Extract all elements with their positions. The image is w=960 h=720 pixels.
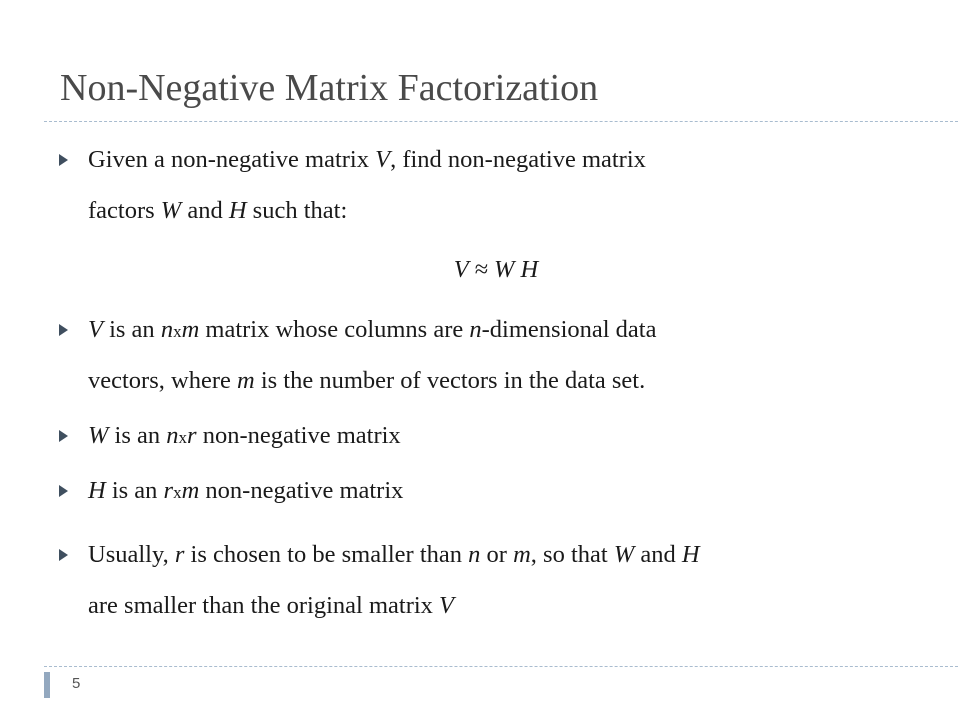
- text-segment: and: [634, 541, 682, 568]
- bullet-text-line: [88, 366, 645, 396]
- text-segment: Usually,: [88, 541, 175, 568]
- text-segment: non-negative matrix: [196, 422, 401, 449]
- math-variable: H: [228, 197, 247, 224]
- text-segment: are smaller than the original matrix: [88, 592, 440, 619]
- math-variable: n: [469, 316, 482, 343]
- text-segment: or: [480, 541, 514, 568]
- math-variable: W: [613, 541, 635, 568]
- math-variable: H: [88, 477, 106, 504]
- math-variable: n: [160, 316, 174, 343]
- text-segment: is an: [108, 422, 167, 449]
- page-number: 5: [72, 675, 81, 692]
- math-variable: m: [236, 367, 255, 394]
- text-segment: x: [178, 428, 188, 447]
- footer-divider: [44, 666, 960, 667]
- math-variable: n: [468, 541, 481, 568]
- math-variable: V: [375, 146, 391, 173]
- text-segment: factors: [88, 197, 161, 224]
- slide-title: Non-Negative Matrix Factorization: [60, 67, 599, 109]
- text-segment: is chosen to be smaller than: [184, 541, 469, 568]
- bullet-text-line: [88, 196, 347, 226]
- text-segment: Given a non-negative matrix: [88, 146, 376, 173]
- bullet-text-line: [88, 591, 454, 621]
- bullet-marker-icon: [59, 430, 68, 442]
- text-segment: matrix whose columns are: [199, 316, 470, 343]
- math-variable: V: [88, 316, 103, 343]
- footer-accent-bar: [44, 672, 50, 698]
- math-variable: r: [163, 477, 174, 504]
- text-segment: , so that: [530, 541, 614, 568]
- math-variable: m: [513, 541, 531, 568]
- bullet-text-line: [88, 315, 657, 347]
- text-segment: is an: [105, 477, 164, 504]
- math-variable: W: [160, 197, 182, 224]
- text-segment: x: [173, 322, 182, 341]
- bullet-marker-icon: [59, 549, 68, 561]
- text-segment: -dimensional data: [481, 316, 657, 343]
- math-variable: W: [88, 422, 109, 449]
- text-segment: x: [173, 483, 182, 502]
- bullet-text-line: [88, 145, 646, 175]
- bullet-marker-icon: [59, 485, 68, 497]
- math-variable: r: [187, 422, 197, 449]
- text-segment: is the number of vectors in the data set.: [254, 367, 646, 394]
- text-segment: such that:: [246, 197, 348, 224]
- bullet-text-line: [88, 476, 403, 508]
- math-variable: m: [181, 316, 200, 343]
- math-variable: r: [174, 541, 185, 568]
- text-segment: , find non-negative matrix: [390, 146, 646, 173]
- bullet-marker-icon: [59, 324, 68, 336]
- math-variable: H: [681, 541, 700, 568]
- math-variable: V: [439, 592, 455, 619]
- equation: V ≈ W H: [453, 256, 539, 283]
- text-segment: and: [181, 197, 229, 224]
- text-segment: vectors, where: [88, 367, 237, 394]
- text-segment: non-negative matrix: [199, 477, 404, 504]
- bullet-text-line: [88, 540, 700, 570]
- math-variable: m: [181, 477, 200, 504]
- text-segment: is an: [102, 316, 161, 343]
- bullet-marker-icon: [59, 154, 68, 166]
- title-divider: [44, 121, 960, 122]
- bullet-text-line: [88, 421, 401, 453]
- math-variable: n: [166, 422, 179, 449]
